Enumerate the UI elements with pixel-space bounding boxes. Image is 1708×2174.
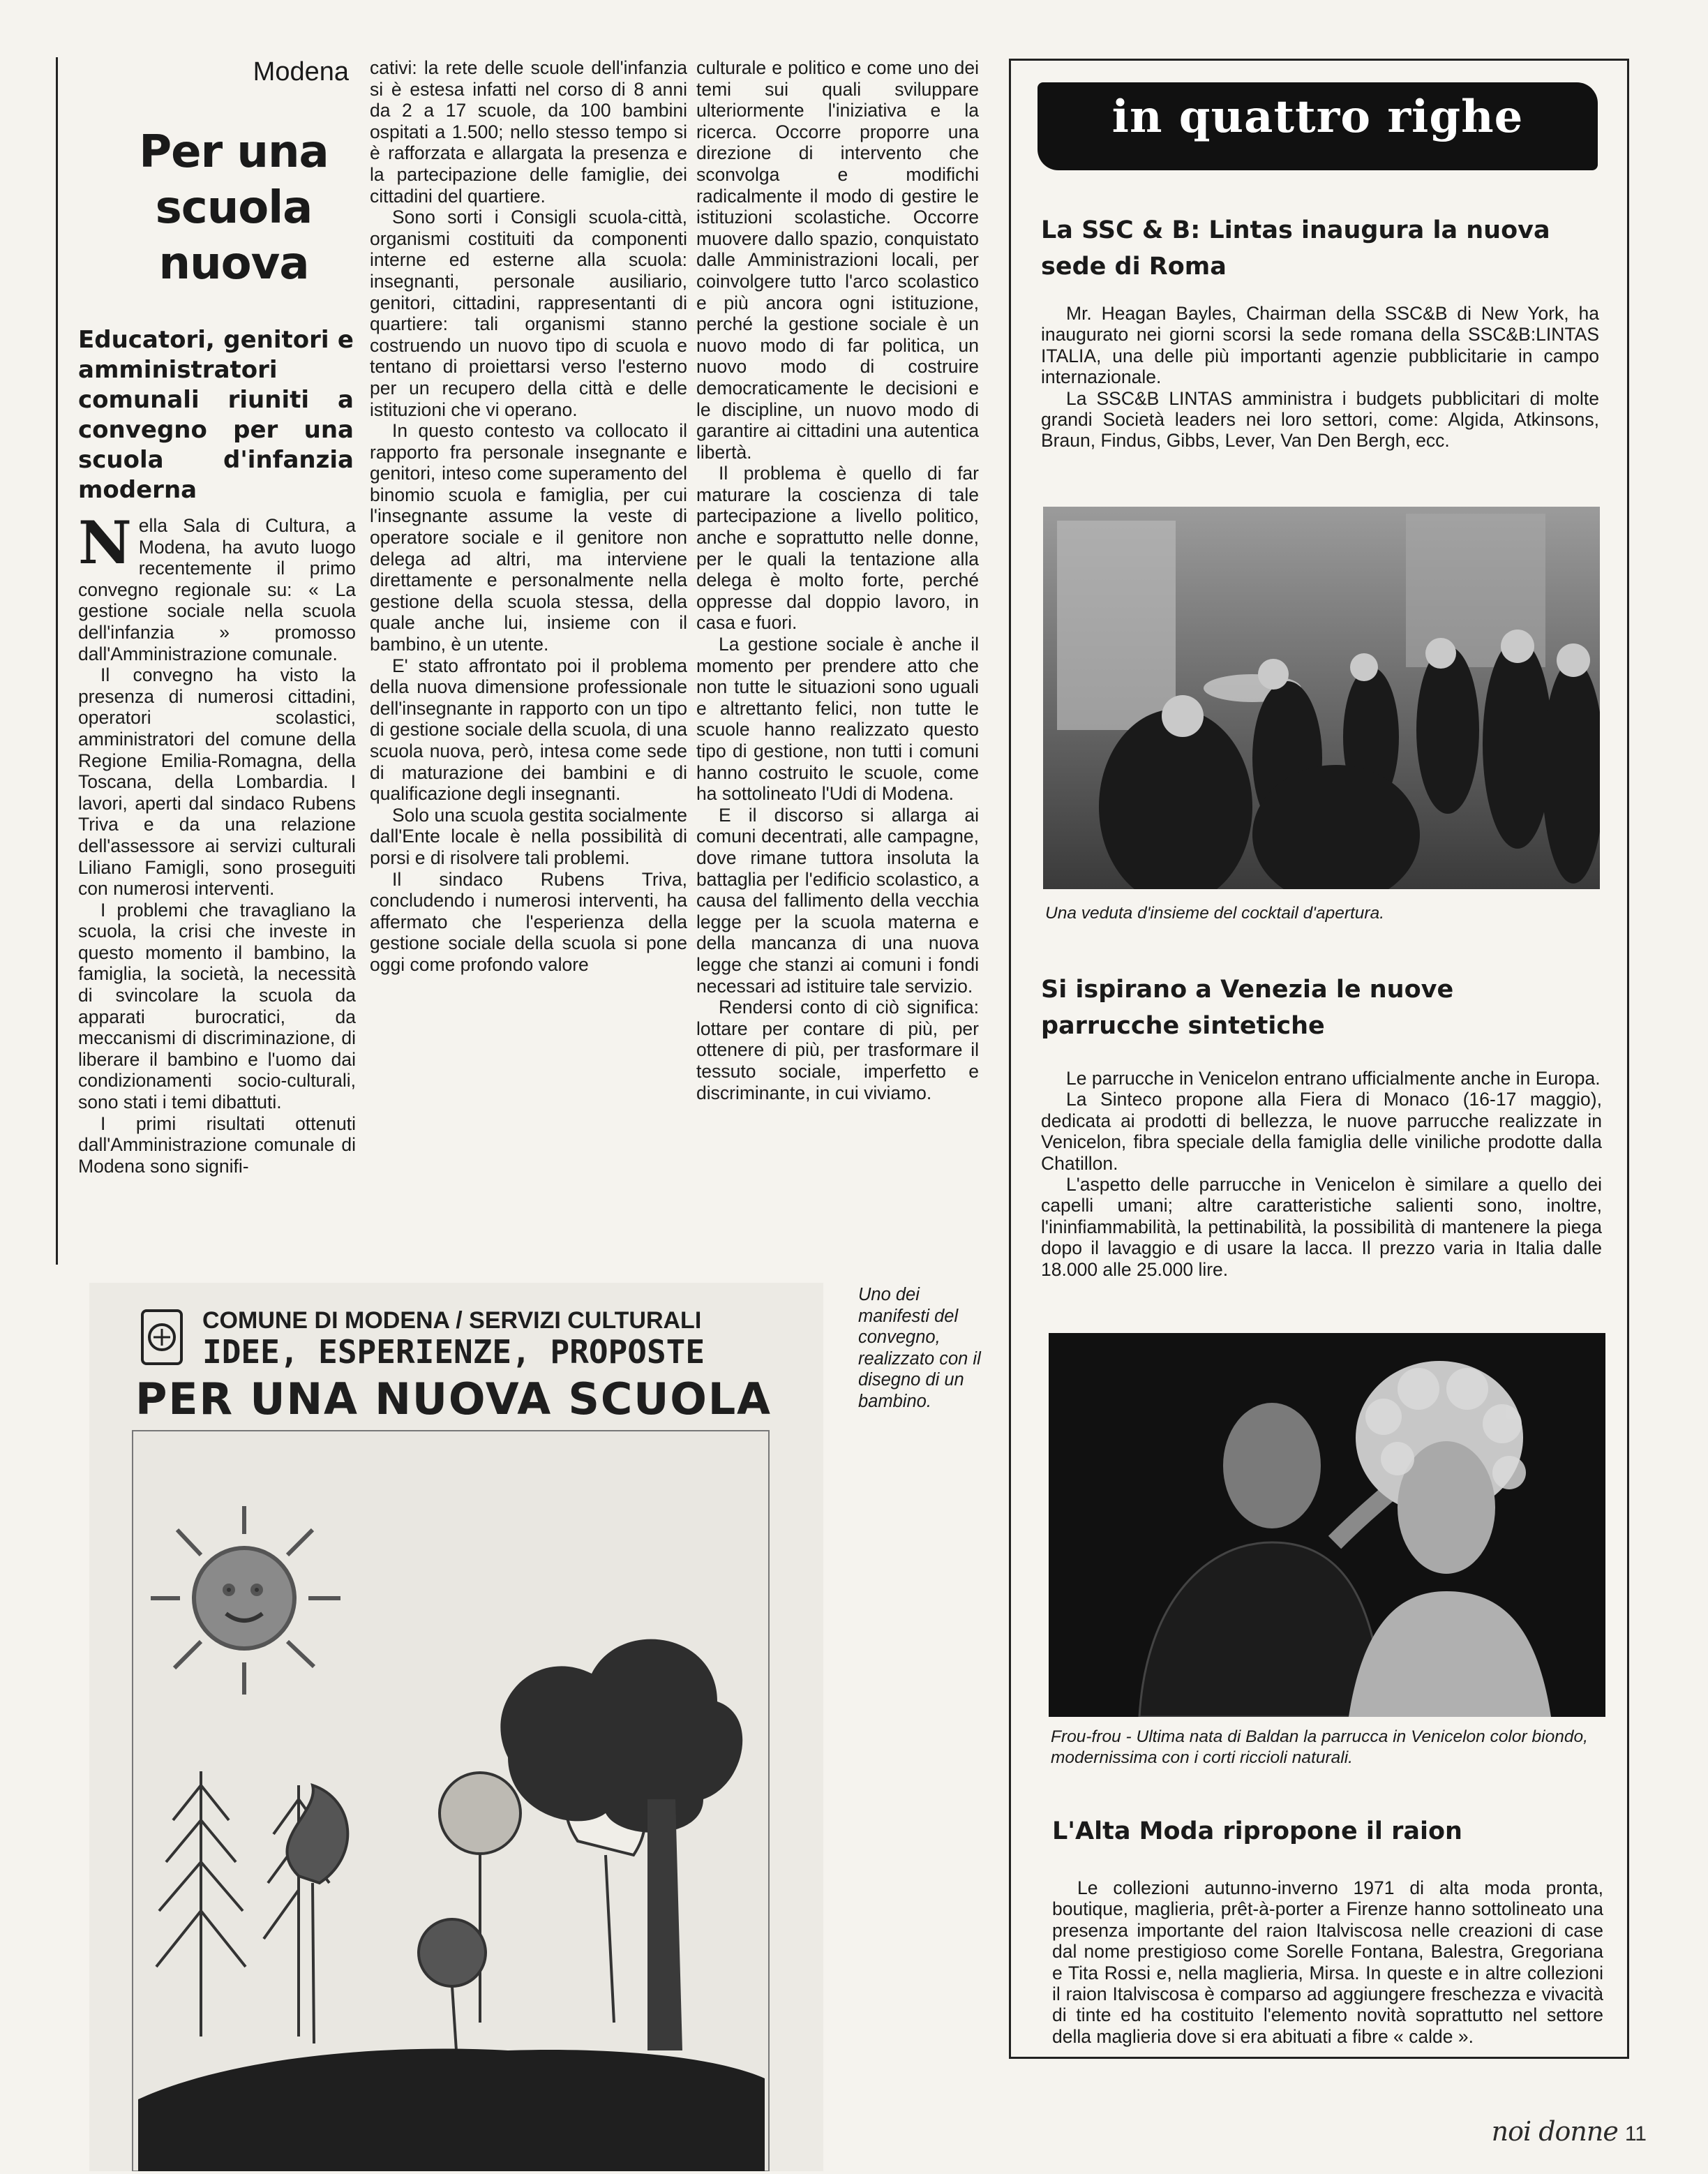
drop-cap: N: [78, 508, 132, 577]
paragraph: cativi: la rete delle scuole dell'infanzia si è estesa infatti nel corso di 8 anni da 2 a 17 scuole, da 100 bambini ospitati a 1.500; nello stesso tempo si è rafforzata e allargata la presenza e la partecipazione delle famiglie, dei cittadini del quartiere.: [370, 57, 687, 207]
paragraph: culturale e politico e come uno dei temi sui quali sviluppare ulteriormente l'iniziativa e la ricerca. Occorre proporre una direzione di intervento che sconvolga e modifichi radicalmente il modo di gestire le istituzioni scolastiche. Occorre muovere dallo spazio, conquistato dalle Amministrazioni locali, per coinvolgere tutto l'arco scolastico e più ancora ogni istituzione, perché la gestione sociale è un nuovo modo di far politica, un nuovo modo di costruire democraticamente le decisioni e le discipline, un nuovo modo di garantire ai cittadini una autentica libertà.: [696, 57, 979, 463]
paragraph: ella Sala di Cultura, a Modena, ha avuto luogo recentemente il primo convegno regionale su: « La gestione sociale nella scuola dell'infanzia » promosso dall'Amministrazione comunale.: [78, 515, 356, 664]
sidebar-banner-title: in quattro righe: [1111, 91, 1524, 143]
news-item-3-title: L'Alta Moda ripropone il raion: [1052, 1817, 1462, 1845]
child-drawing-poster: [89, 1283, 823, 2171]
news-item-3-body: [1052, 1877, 1603, 2047]
paragraph: Il sindaco Rubens Triva, concludendo i numerosi interventi, ha affermato che l'esperienza della gestione sociale della scuola si pone oggi come profondo valore: [370, 868, 687, 975]
article-title: Per una scuola nuova: [139, 126, 329, 290]
paragraph: Sono sorti i Consigli scuola-città, organismi costituiti da componenti interne ed esterne alla scuola: insegnanti, personale ausiliario, genitori, cittadini, rappresentanti di quartiere: tali organismi stanno costruendo un nuovo tipo di scuola e tentano di proiettarsi verso l'esterno per un recupero della città e delle istituzioni che vi operano.: [370, 207, 687, 420]
paragraph: I primi risultati ottenuti dall'Amministrazione comunale di Modena sono signifi-: [78, 1112, 356, 1177]
wig-photo-caption: Frou-frou - Ultima nata di Baldan la parrucca in Venicelon color biondo, modernissima con i corti riccioli naturali.: [1051, 1727, 1588, 1767]
paragraph: I problemi che travagliano la scuola, la crisi che investe in questo momento il bambino, la famiglia, la società, la necessità di svincolare la scuola da apparati burocratici, da meccanismi di discriminazione, di liberare il bambino e l'uomo dai condizionamenti socio-culturali, sono stati i temi dibattuti.: [78, 899, 356, 1113]
article-column-2: [370, 57, 687, 976]
news-item-1-title: La SSC & B: Lintas inaugura la nuova sede di Roma: [1041, 216, 1550, 281]
paragraph: Il problema è quello di far maturare la coscienza di tale partecipazione a livello politico, anche e soprattutto nelle donne, per le quali la tentazione alla delega è molto forte, perché oppresse dal doppio lavoro, in casa e fuori.: [696, 463, 979, 634]
paragraph: Mr. Heagan Bayles, Chairman della SSC&B di New York, ha inaugurato nei giorni scorsi la sede romana della SSC&B:LINTAS ITALIA, una delle più importanti agenzie pubblicitarie in campo internazionale.: [1041, 303, 1599, 388]
paragraph: Le parrucche in Venicelon entrano ufficialmente anche in Europa.: [1066, 1068, 1601, 1089]
article-column-1: [78, 508, 356, 1177]
paragraph: In questo contesto va collocato il rapporto fra personale insegnante e genitori, inteso come superamento del binomio scuola e famiglia, per cui l'insegnante assume la veste di operatore sociale e il genitore non delega ad altri, ma interviene direttamente e personalmente nella gestione della scuola stessa, della quale anche lui, insieme con il bambino, è un utente.: [370, 420, 687, 655]
paragraph: Il convegno ha visto la presenza di numerosi cittadini, operatori scolastici, amministratori del comune della Regione Emilia-Romagna, della Toscana, della Lombardia. I lavori, aperti dal sindaco Rubens Triva e da una relazione dell'assessore ai servizi culturali Liliano Famigli, sono proseguiti con numerosi interventi.: [78, 664, 356, 900]
wig-photo: [1049, 1333, 1605, 1717]
page-number: 11: [1624, 2122, 1647, 2145]
news-item-1-body: [1041, 303, 1599, 452]
poster-image: [89, 1283, 823, 2171]
article-location: Modena: [253, 57, 349, 87]
paragraph: Solo una scuola gestita socialmente dall'Ente locale è nella possibilità di porsi e di risolvere tali problemi.: [370, 804, 687, 868]
page-footer: [1472, 2116, 1647, 2147]
poster-line-2: IDEE, ESPERIENZE, PROPOSTE: [202, 1333, 705, 1371]
magazine-name: noi donne: [1491, 2116, 1618, 2147]
article-column-3: [696, 57, 979, 1103]
poster-caption: Uno dei manifesti del convegno, realizzato con il disegno di un bambino.: [858, 1285, 981, 1411]
paragraph: Le collezioni autunno-inverno 1971 di alta moda pronta, boutique, maglieria, prêt-à-porter a Firenze hanno sottolineato una presenza importante del raion Italviscosa nelle creazioni di case dal nome prestigioso come Sorelle Fontana, Balestra, Gregoriana e Tita Rossi e, nella maglieria, Mirsa. In queste e in altre collezioni il raion Italviscosa è comparso ad aggiungere freschezza e vivacità di tinte ed ha costituito l'elemento novità soprattutto nel settore della maglieria dove si era abituati a fibre « calde ».: [1052, 1877, 1603, 2047]
paragraph: L'aspetto delle parrucche in Venicelon è similare a quello dei capelli umani; altre caratteristiche salienti sono, inoltre, l'ininfiammabilità, la pettinabilità, la possibilità di mantenere la piega dopo il lavaggio e di usare la lacca. Il prezzo varia in Italia dalle 18.000 alle 25.000 lire.: [1041, 1174, 1602, 1280]
paragraph: La gestione sociale è anche il momento per prendere atto che non tutte le situazioni sono uguali e altrettanto felici, non tutte le scuole hanno realizzato questo tipo di gestione, non tutti i comuni hanno costruito le scuole, come ha sottolineato l'Udi di Modena.: [696, 634, 979, 805]
poster-line-3: PER UNA NUOVA SCUOLA: [135, 1373, 770, 1424]
paragraph: E' stato affrontato poi il problema della nuova dimensione professionale dell'insegnante in rapporto con un tipo di gestione sociale della scuola, di una scuola nuova, però, intesa come sede di maturazione dei bambini e di qualificazione degli insegnanti.: [370, 655, 687, 805]
poster-line-1: COMUNE DI MODENA / SERVIZI CULTURALI: [202, 1307, 702, 1334]
paragraph: La SSC&B LINTAS amministra i budgets pubblicitari di molte grandi Società leaders nei loro settori, come: Algida, Atkinsons, Braun, Findus, Gibbs, Lever, Van Den Bergh, ecc.: [1041, 387, 1599, 452]
article-subtitle: Educatori, genitori e amministratori comunali riuniti a convegno per una scuola d'infanzia moderna: [78, 326, 354, 504]
cocktail-photo-caption: Una veduta d'insieme del cocktail d'apertura.: [1045, 904, 1385, 923]
paragraph: E il discorso si allarga ai comuni decentrati, alle campagne, dove rimane tuttora insoluta la battaglia per l'edificio scolastico, a causa del fallimento della vecchia legge per la scuola materna e della mancanza di una nuova legge che stanzi ai comuni i fondi necessari ad istituire tale servizio.: [696, 804, 979, 997]
news-item-2-body: [1041, 1068, 1602, 1280]
column-rule-left: [56, 57, 58, 1265]
news-item-2-title: Si ispirano a Venezia le nuove parrucche sintetiche: [1041, 976, 1454, 1040]
paragraph: Rendersi conto di ciò significa: lottare per contare di più, per ottenere di più, per trasformare il tessuto sociale, imperfetto e discriminante, in cui viviamo.: [696, 997, 979, 1103]
cocktail-photo: [1043, 507, 1600, 889]
paragraph: La Sinteco propone alla Fiera di Monaco (16-17 maggio), dedicata ai prodotti di bellezza, le nuove parrucche realizzate in Venicelon, fibra speciale della famiglia delle viniliche prodotte dalla Chatillon.: [1041, 1089, 1602, 1174]
